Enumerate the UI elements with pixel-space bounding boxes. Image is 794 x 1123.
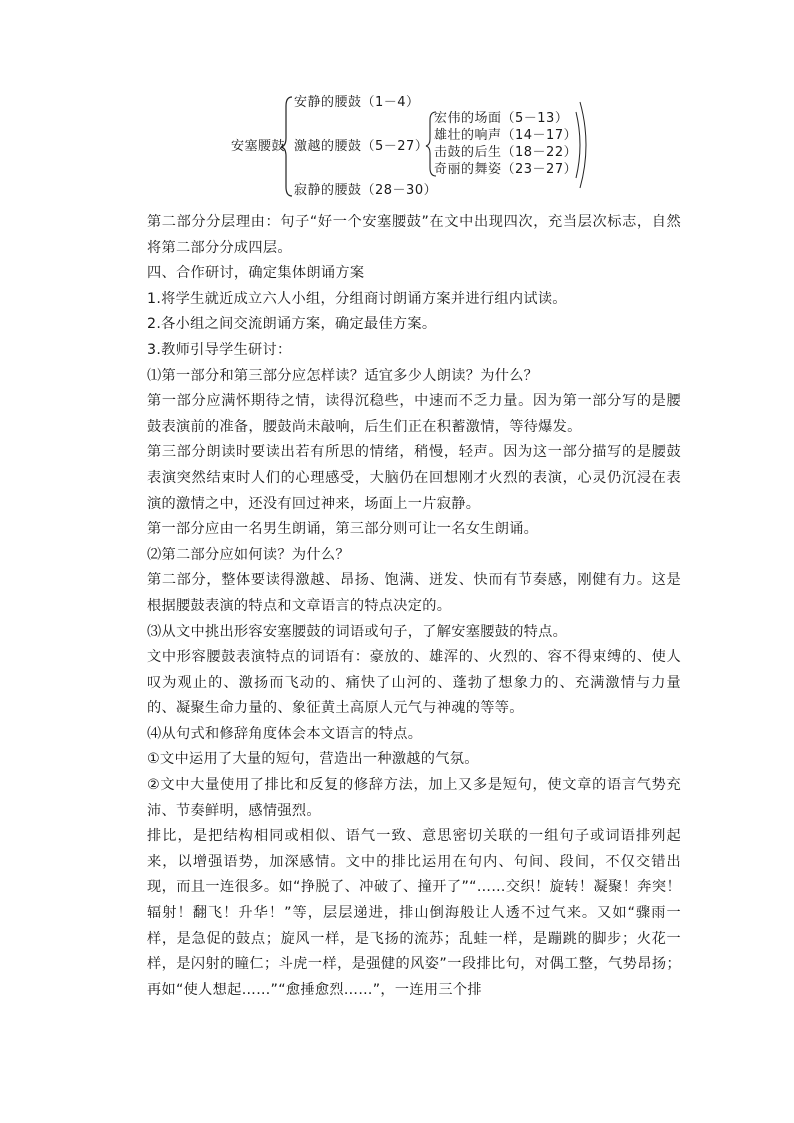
right-arc-2 [580,102,586,188]
answer-part-3: 第三部分朗读时要读出若有所思的情绪，稍慢，轻声。因为这一部分描写的是腰鼓表演突然结束时人们的心理感受，大脑仍在回想刚才火烈的表演，心灵仍沉浸在表演的激情之中，还没有回过神来，场面上一片寂静。 [147,444,681,512]
step-2: 2.各小组之间交流朗诵方案，确定最佳方案。 [147,316,437,333]
answer-part-2: 第二部分，整体要读得激越、昂扬、饱满、迸发、快而有节奏感，刚健有力。这是根据腰鼓表演的特点和文章语言的特点决定的。 [147,572,681,614]
document-body [147,210,681,1003]
paragraph-parallelism: 排比，是把结构相同或相似、语气一致、意思密切关联的一组句子或词语排列起来，以增强语势，加深感情。文中的排比运用在句内、句间、段间，不仅交错出现，而且一连很多。如“挣脱了、冲破了、撞开了”“……交织！旋转！凝聚！奔突！辐射！翻飞！升华！”等，层层递进，排山倒海般让人透不过气来。又如“骤雨一样，是急促的鼓点；旋风一样，是飞扬的流苏；乱蛙一样，是蹦跳的脚步；火花一样，是闪射的瞳仁；斗虎一样，是强健的风姿”一段排比句，对偶工整，气势昂扬；再如“使人想起……”“愈捶愈烈……”，一连用三个排 [147,828,681,998]
structure-outline [0,0,794,210]
section-heading-4: 四、合作研讨，确定集体朗诵方案 [147,265,365,282]
outline-sub-item-3: 击鼓的后生（18－22） [434,145,578,160]
outline-item-3: 寂静的腰鼓（28－30） [294,183,438,198]
step-3: 3.教师引导学生研讨： [147,341,292,358]
step-1: 1.将学生就近成立六人小组，分组商讨朗诵方案并进行组内试读。 [147,290,567,307]
point-2: ②文中大量使用了排比和反复的修辞方法，加上又多是短句，使文章的语言气势充沛、节奏鲜明，感情强烈。 [147,777,681,819]
outline-item-2: 激越的腰鼓（5－27） [294,139,429,154]
outline-sub-item-4: 奇丽的舞姿（23－27） [434,162,578,177]
question-1: ⑴第一部分和第三部分应怎样读？适宜多少人朗读？为什么？ [147,367,539,384]
question-2: ⑵第二部分应如何读？为什么？ [147,546,350,563]
answer-words: 文中形容腰鼓表演特点的词语有：豪放的、雄浑的、火烈的、容不得束缚的、使人叹为观止的、激扬而飞动的、痛快了山河的、蓬勃了想象力的、充满激情与力量的、凝聚生命力量的、象征黄土高原人元气与神魂的等等。 [147,649,681,717]
paragraph-layer-reason: 第二部分分层理由：句子“好一个安塞腰鼓”在文中出现四次，充当层次标志，自然将第二部分分成四层。 [147,214,681,256]
outline-sub-item-1: 宏伟的场面（5－13） [434,111,569,126]
outline-root: 安塞腰鼓 [231,139,286,154]
outline-sub-item-2: 雄壮的响声（14－17） [434,128,578,143]
question-3: ⑶从文中挑出形容安塞腰鼓的词语或句子，了解安塞腰鼓的特点。 [147,623,568,640]
outline-item-1: 安静的腰鼓（1－4） [294,95,420,110]
point-1: ①文中运用了大量的短句，营造出一种激越的气氛。 [147,751,479,768]
answer-part-1: 第一部分应满怀期待之情，读得沉稳些，中速而不乏力量。因为第一部分写的是腰鼓表演前的准备，腰鼓尚未敲响，后生们正在积蓄激情，等待爆发。 [147,393,681,435]
question-4: ⑷从句式和修辞角度体会本文语言的特点。 [147,725,423,742]
answer-readers: 第一部分应由一名男生朗诵，第三部分则可让一名女生朗诵。 [147,521,539,538]
